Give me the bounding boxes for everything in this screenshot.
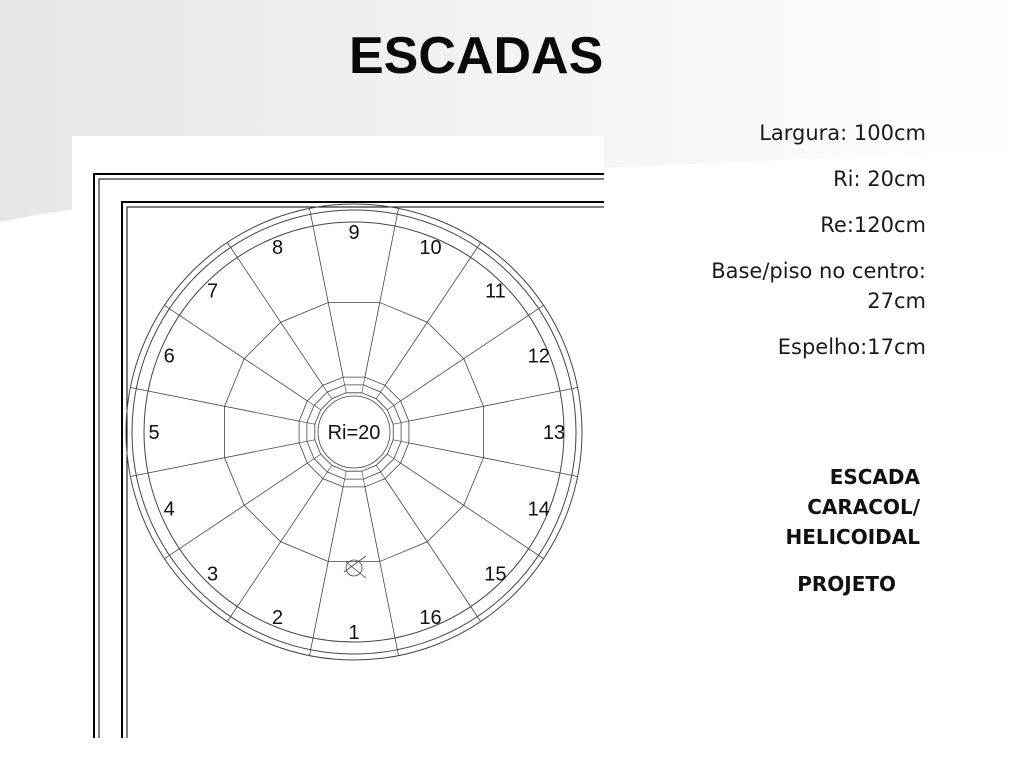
step-number-14: 14: [527, 498, 550, 521]
caption-line-2: CARACOL/: [807, 495, 920, 519]
step-number-7: 7: [207, 280, 219, 303]
wall-inner-line: [122, 202, 604, 738]
step-number-1: 1: [348, 622, 360, 644]
step-divider-9: [365, 208, 399, 377]
step-divider-16: [365, 487, 399, 656]
caption-line-1: ESCADA: [829, 465, 920, 489]
step-number-3: 3: [207, 563, 219, 586]
step-number-10: 10: [419, 237, 442, 260]
caption: [760, 462, 920, 552]
step-number-2: 2: [271, 606, 284, 629]
step-divider-4: [130, 443, 299, 477]
spec-base-piso: [686, 256, 926, 316]
center-label-ri: Ri=20: [327, 422, 381, 444]
wall-inner-line-2: [127, 207, 604, 738]
inner-tick-3: [307, 454, 320, 463]
step-divider-8: [310, 208, 344, 377]
stair-plan-svg: [72, 136, 604, 738]
inner-tick-6: [307, 401, 320, 410]
caption-line-3: HELICOIDAL: [785, 525, 920, 549]
step-number-11: 11: [485, 280, 506, 303]
spec-espelho: Espelho:17cm: [777, 335, 926, 359]
step-divider-5: [130, 388, 299, 422]
inner-tick-11: [387, 401, 400, 410]
step-number-12: 12: [527, 345, 550, 368]
step-number-6: 6: [163, 345, 175, 368]
spec-base-piso-text: Base/piso no centro: 27cm: [711, 259, 926, 313]
inner-tick-14: [387, 454, 400, 463]
inner-tick-2: [323, 465, 332, 478]
spec-re: Re:120cm: [820, 213, 926, 237]
step-number-9: 9: [348, 222, 360, 244]
step-divider-13: [409, 443, 578, 477]
step-number-8: 8: [271, 237, 284, 260]
spec-largura: Largura: 100cm: [759, 121, 926, 145]
projeto-label: PROJETO: [797, 572, 896, 596]
step-divider-12: [409, 388, 578, 422]
step-number-5: 5: [148, 422, 160, 444]
slide-title: ESCADAS: [349, 27, 604, 85]
step-number-16: 16: [419, 606, 442, 629]
spiral-stair-drawing: [72, 136, 604, 738]
spec-ri: Ri: 20cm: [833, 167, 926, 191]
step-number-13: 13: [542, 422, 566, 444]
step-divider-1: [310, 487, 344, 656]
inner-tick-10: [376, 385, 385, 398]
step-number-15: 15: [484, 563, 507, 586]
specs-list: [686, 118, 926, 378]
inner-tick-7: [323, 385, 332, 398]
step-number-4: 4: [163, 498, 175, 521]
inner-tick-15: [376, 465, 385, 478]
